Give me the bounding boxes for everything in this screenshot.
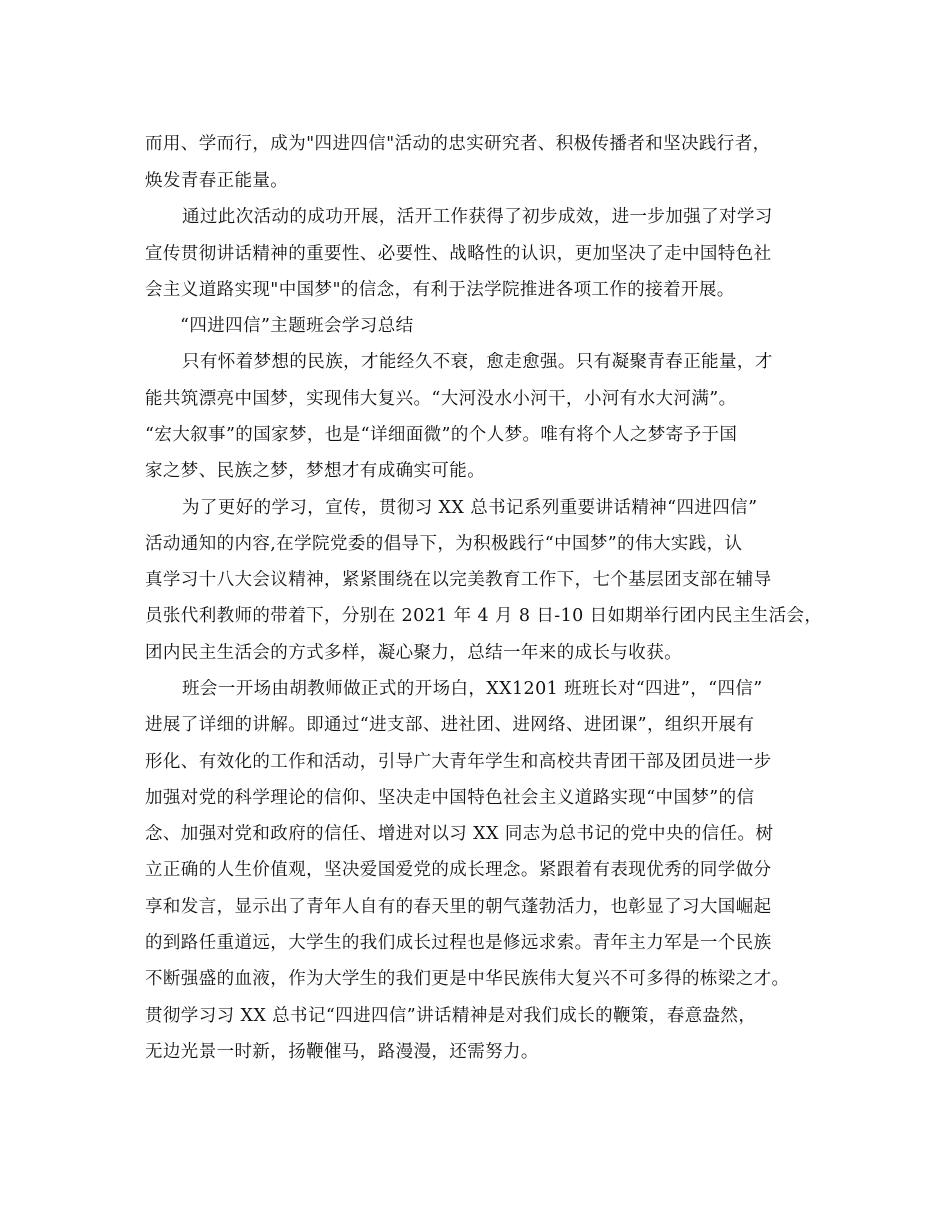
section-title: “四进四信”主题班会学习总结 (180, 316, 414, 336)
paragraph-start-line: 只有怀着梦想的民族，才能经久不衰，愈走愈强。只有凝聚青春正能量，才 (182, 352, 773, 372)
text-line: 进展了详细的讲解。即通过“进支部、进社团、进网络、进团课”，组织开展有 (145, 715, 755, 735)
paragraph-start-line: 通过此次活动的成功开展，活开工作获得了初步成效，进一步加强了对学习 (182, 207, 773, 227)
text-line: “宏大叙事”的国家梦，也是“详细面微”的个人梦。唯有将个人之梦寄予于国 (145, 425, 738, 445)
text-line: 会主义道路实现"中国梦"的信念，有利于法学院推进各项工作的接着开展。 (145, 280, 735, 300)
text-line: 形化、有效化的工作和活动，引导广大青年学生和高校共青团干部及团员进一步 (145, 752, 772, 772)
text-line: 焕发青春正能量。 (145, 171, 289, 191)
text-line: 而用、学而行，成为"四进四信"活动的忠实研究者、积极传播者和坚决践行者， (145, 134, 771, 154)
text-line: 能共筑漂亮中国梦，实现伟大复兴。“大河没水小河干，小河有水大河满”。 (145, 389, 737, 409)
text-line: 无边光景一时新，扬鞭催马，路漫漫，还需努力。 (145, 1042, 539, 1062)
text-line: 真学习十八大会议精神，紧紧围绕在以完美教育工作下，七个基层团支部在辅导 (145, 570, 772, 590)
text-line: 员张代利教师的带着下，分别在 2021 年 4 月 8 日-10 日如期举行团内民主生活会， (145, 606, 823, 626)
text-line: 贯彻学习习 XX 总书记“四进四信”讲话精神是对我们成长的鞭策，春意盎然， (145, 1006, 757, 1026)
text-line: 宣传贯彻讲话精神的重要性、必要性、战略性的认识，更加坚决了走中国特色社 (145, 244, 772, 264)
text-line: 立正确的人生价值观，坚决爱国爱党的成长理念。紧跟着有表现优秀的同学做分 (145, 860, 772, 880)
paragraph-start-line: 为了更好的学习，宣传，贯彻习 XX 总书记系列重要讲话精神“四进四信” (182, 498, 758, 518)
text-line: 活动通知的内容,在学院党委的倡导下，为积极践行“中国梦”的伟大实践，认 (145, 534, 743, 554)
text-line: 念、加强对党和政府的信任、增进对以习 XX 同志为总书记的党中央的信任。树 (145, 824, 774, 844)
text-line: 加强对党的科学理论的信仰、坚决走中国特色社会主义道路实现“中国梦”的信 (145, 788, 755, 808)
text-line: 享和发言，显示出了青年人自有的春天里的朝气蓬勃活力，也彰显了习大国崛起 (145, 897, 772, 917)
text-line: 的到路任重道远，大学生的我们成长过程也是修远求索。青年主力军是一个民族 (145, 933, 772, 953)
text-line: 家之梦、民族之梦，梦想才有成确实可能。 (145, 461, 486, 481)
text-line: 团内民主生活会的方式多样，凝心聚力，总结一年来的成长与收获。 (145, 643, 682, 663)
paragraph-start-line: 班会一开场由胡教师做正式的开场白，XX1201 班班长对“四进”，“四信” (182, 679, 763, 699)
text-line: 不断强盛的血液，作为大学生的我们更是中华民族伟大复兴不可多得的栋梁之才。 (145, 969, 790, 989)
